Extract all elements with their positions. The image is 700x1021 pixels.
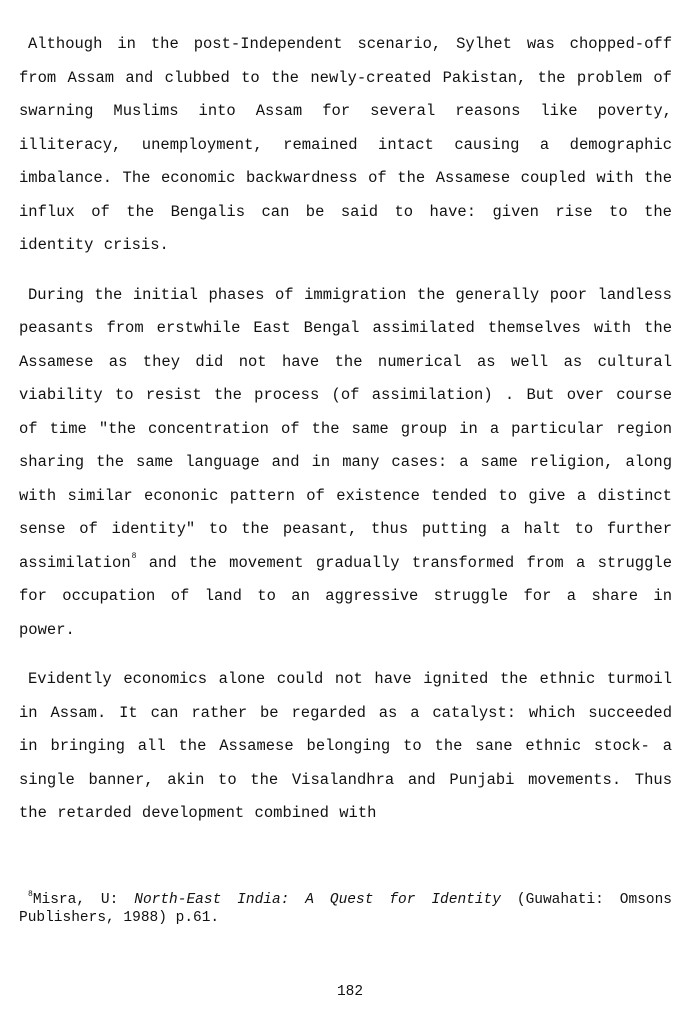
paragraph-3 — [19, 663, 672, 831]
footnote — [19, 891, 672, 927]
paragraph-3-text: Evidently economics alone could not have ignited the ethnic turmoil in Assam. It can rather be regarded as a catalyst: which succeeded in bringing all the Assamese belonging to the sane ethnic stock- a single banner, akin to the Visalandhra and Punjabi movements. Thus the retarded development combined with — [19, 670, 672, 822]
footnote-author: Misra, U: — [32, 892, 135, 908]
footnote-marker: 8 — [28, 890, 33, 899]
paragraph-1-text: Although in the post-Independent scenario, Sylhet was chopped-off from Assam and clubbed to the newly-created Pakistan, the problem of swarning Muslims into Assam for several reasons like poverty, illiteracy, unemployment, remained intact causing a demographic imbalance. The economic backwardness of the Assamese coupled with the influx of the Bengalis can be said to have: given rise to the identity crisis. — [19, 35, 672, 254]
footnote-book-title: North-East India: A Quest for Identity — [134, 892, 501, 908]
paragraph-1 — [19, 28, 672, 263]
page-number: 182 — [336, 984, 364, 1000]
paragraph-2-text-a: During the initial phases of immigration the generally poor landless peasants from erstwhile East Bengal assimilated themselves with the Assamese as they did not have the numerical as well as cultural viability to resist the process (of assimilation) . But over course of time "the concentration of the same group in a particular region sharing the same language and in many cases: a same religion, along with similar econonic pattern of existence tended to give a distinct sense of identity" to the peasant, thus putting a halt to further assimilation — [19, 285, 672, 572]
footnote-publication: (Guwahati: Omsons Publishers, 1988) p.61. — [19, 892, 672, 926]
paragraph-2-text-b: and the movement gradually transformed from a struggle for occupation of land to an aggressive struggle for a share in power. — [19, 553, 672, 639]
footnote-reference[interactable]: 8 — [131, 551, 137, 561]
paragraph-2 — [19, 279, 672, 648]
document-body — [19, 28, 672, 847]
